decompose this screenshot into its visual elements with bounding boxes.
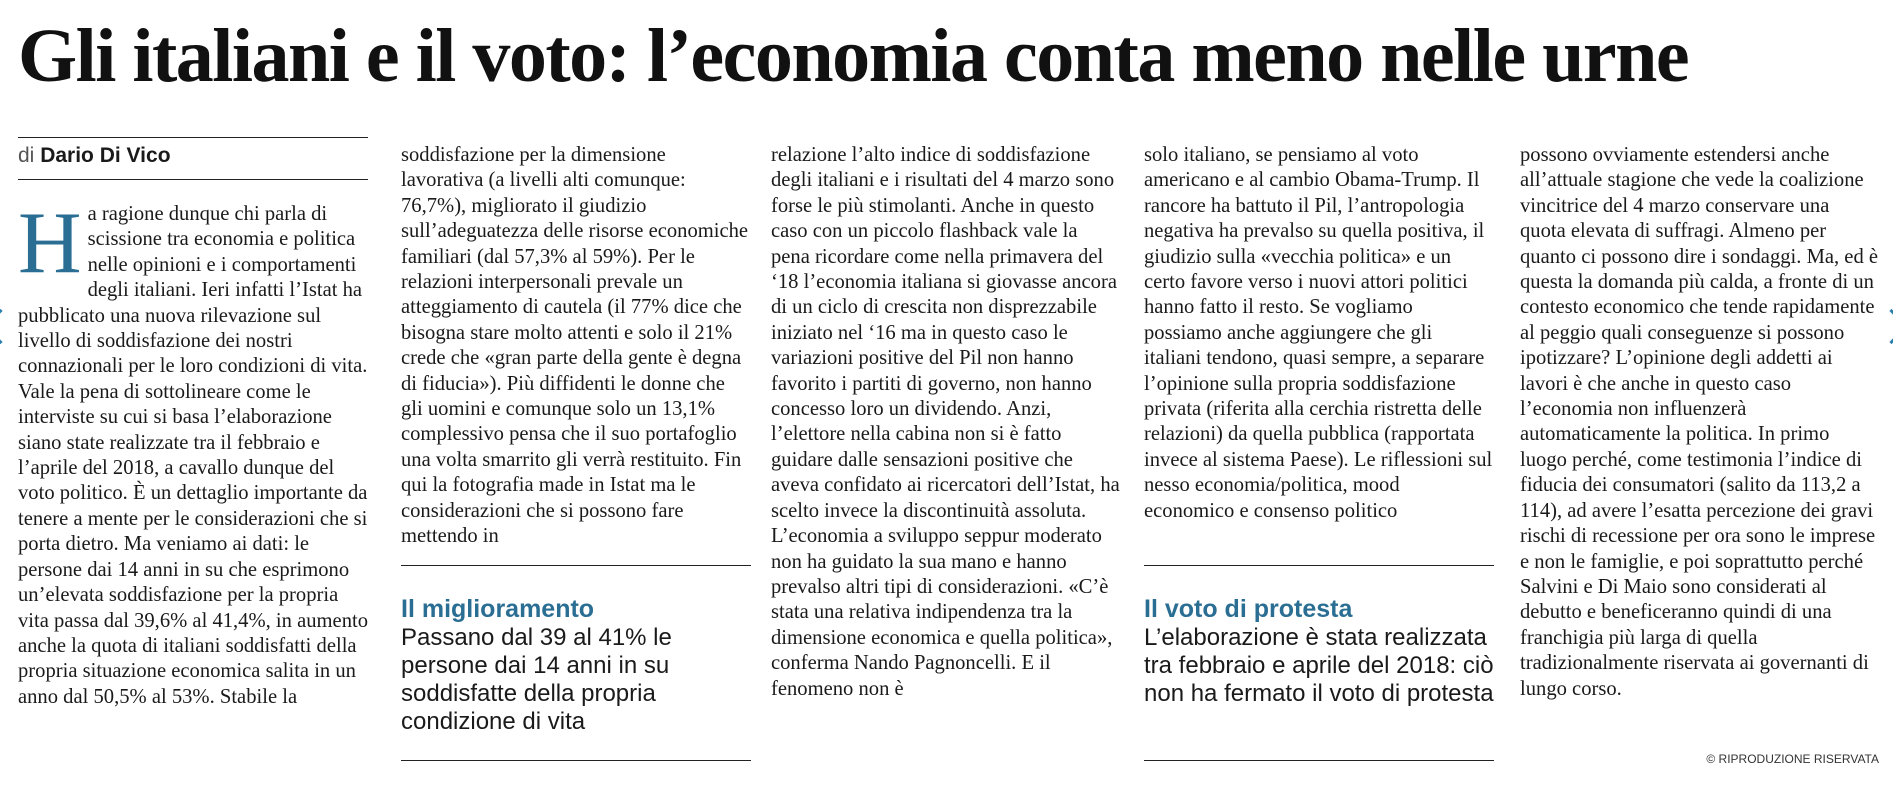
callout-body: Passano dal 39 al 41% le persone dai 14 anni in su soddisfatte della propria condizione di vita	[401, 624, 672, 735]
callout-title: Il miglioramento	[401, 595, 595, 623]
column-3	[771, 143, 1121, 702]
byline-prefix: di	[18, 144, 35, 167]
drop-cap: H	[18, 195, 82, 292]
callout-rule-bottom	[401, 760, 751, 761]
callout-body: L’elaborazione è stata realizzata tra febbraio e aprile del 2018: ciò non ha fermato il voto di protesta	[1144, 624, 1494, 707]
callout-voto-protesta	[1144, 565, 1494, 708]
copyright-notice: © RIPRODUZIONE RISERVATA	[1706, 752, 1879, 766]
body-text-col5: possono ovviamente estendersi anche all’attuale stagione che vede la coalizione vincitrice del 4 marzo conservare una quota elevata di suffragi. Almeno per quanto ci possono dire i sondaggi. Ma, ed è questa la domanda più calda, a fronte di un contesto economico che tende rapidamente al peggio quali conseguenze si possono ipotizzare? L’opinione degli addetti ai lavori è che anche in questo caso l’economia non influenzerà automaticamente la politica. In primo luogo perché, come testimonia l’indice di fiducia dei consumatori (salito da 113,2 a 114), ad avere l’esatta percezione dei gravi rischi di recessione per ora sono le imprese e non le famiglie, e poi soprattutto perché Salvini e Di Maio sono considerati al debutto e beneficeranno quindi di una franchigia più larga di quella tradizionalmente riservata ai governanti di lungo corso.	[1520, 144, 1879, 700]
column-2	[401, 143, 751, 550]
col1-text: a ragione dunque chi parla di scissione tra economia e politica nelle opinioni e i comportamenti degli italiani. Ieri infatti l’Istat ha pubblicato una nuova rilevazione sul livello di soddisfazione dei nostri connazionali per le loro condizioni di vita. Vale la pena di sottolineare come le interviste su cui si basa l’elaborazione siano state realizzate tra il febbraio e l’aprile del 2018, a cavallo dunque del voto politico. È un dettaglio importante da tenere a mente per le considerazioni che si porta dietro. Ma veniamo ai dati: le persone dai 14 anni in su che esprimono un’elevata soddisfazione per la propria vita passa dal 39,6% al 41,4%, in aumento anche la quota di italiani soddisfatti della propria situazione economica salita in un anno dal 50,5% al 53%. Stabile la	[18, 203, 369, 708]
column-5	[1520, 143, 1880, 702]
author-name: Dario Di Vico	[40, 144, 171, 167]
byline	[18, 138, 368, 171]
column-4	[1144, 143, 1494, 524]
body-text-col4: solo italiano, se pensiamo al voto americano e al cambio Obama-Trump. Il rancore ha battuto il Pil, l’antropologia negativa ha prevalso su quella positiva, il giudizio sulla «vecchia politica» e un certo favore verso i nuovi attori politici hanno fatto il resto. Se vogliamo possiamo anche aggiungere che gli italiani tendono, quasi sempre, a separare l’opinione sulla propria soddisfazione privata (riferita alla cerchia ristretta delle relazioni) da quella pubblica (rapportata invece al sistema Paese). Le riflessioni sul nesso economia/politica, mood economico e consenso politico	[1144, 144, 1493, 522]
body-text-col1	[18, 195, 369, 710]
callout-rule-bottom	[1144, 760, 1494, 761]
callout-title: Il voto di protesta	[1144, 595, 1353, 623]
body-text-col3: relazione l’alto indice di soddisfazione degli italiani e i risultati del 4 marzo sono forse le più stimolanti. Anche in questo caso con un piccolo flashback vale la pena ricordare come nella primavera del ‘18 l’economia italiana si giovasse ancora di un ciclo di crescita non disprezzabile iniziato nel ‘16 ma in questo caso le variazioni positive del Pil non hanno favorito i partiti di governo, non hanno concesso loro un dividendo. Anzi, l’elettore nella cabina non si è fatto guidare dalle sensazioni positive che aveva confidato ai ricercatori dell’Istat, ha scelto invece la discontinuità assoluta. L’economia a sviluppo seppur moderato non ha guidato la sua mano e hanno prevalso altri tipi di considerazioni. «C’è stata una relativa indipendenza tra la dimensione economica e quella politica», conferma Nando Pagnoncelli. E il fenomeno non è	[771, 144, 1120, 700]
body-text-col2: soddisfazione per la dimensione lavorativa (a livelli alti comunque: 76,7%), migliorato il giudizio sull’adeguatezza delle risorse economiche familiari (dal 57,3% al 59%). Per le relazioni interpersonali prevale un atteggiamento di cautela (il 77% dice che bisogna stare molto attenti e solo il 21% crede che «gran parte della gente è degna di fiducia»). Più diffidenti le donne che gli uomini e comunque solo un 13,1% complessivo pensa che il suo portafoglio una volta smarrito gli verrà restituito. Fin qui la fotografia made in Istat ma le considerazioni che si possono fare mettendo in	[401, 144, 749, 548]
callout-miglioramento	[401, 565, 751, 736]
headline: Gli italiani e il voto: l’economia conta meno nelle urne	[18, 14, 1689, 98]
column-1	[18, 137, 368, 710]
chevron-left-icon[interactable]	[0, 309, 18, 344]
